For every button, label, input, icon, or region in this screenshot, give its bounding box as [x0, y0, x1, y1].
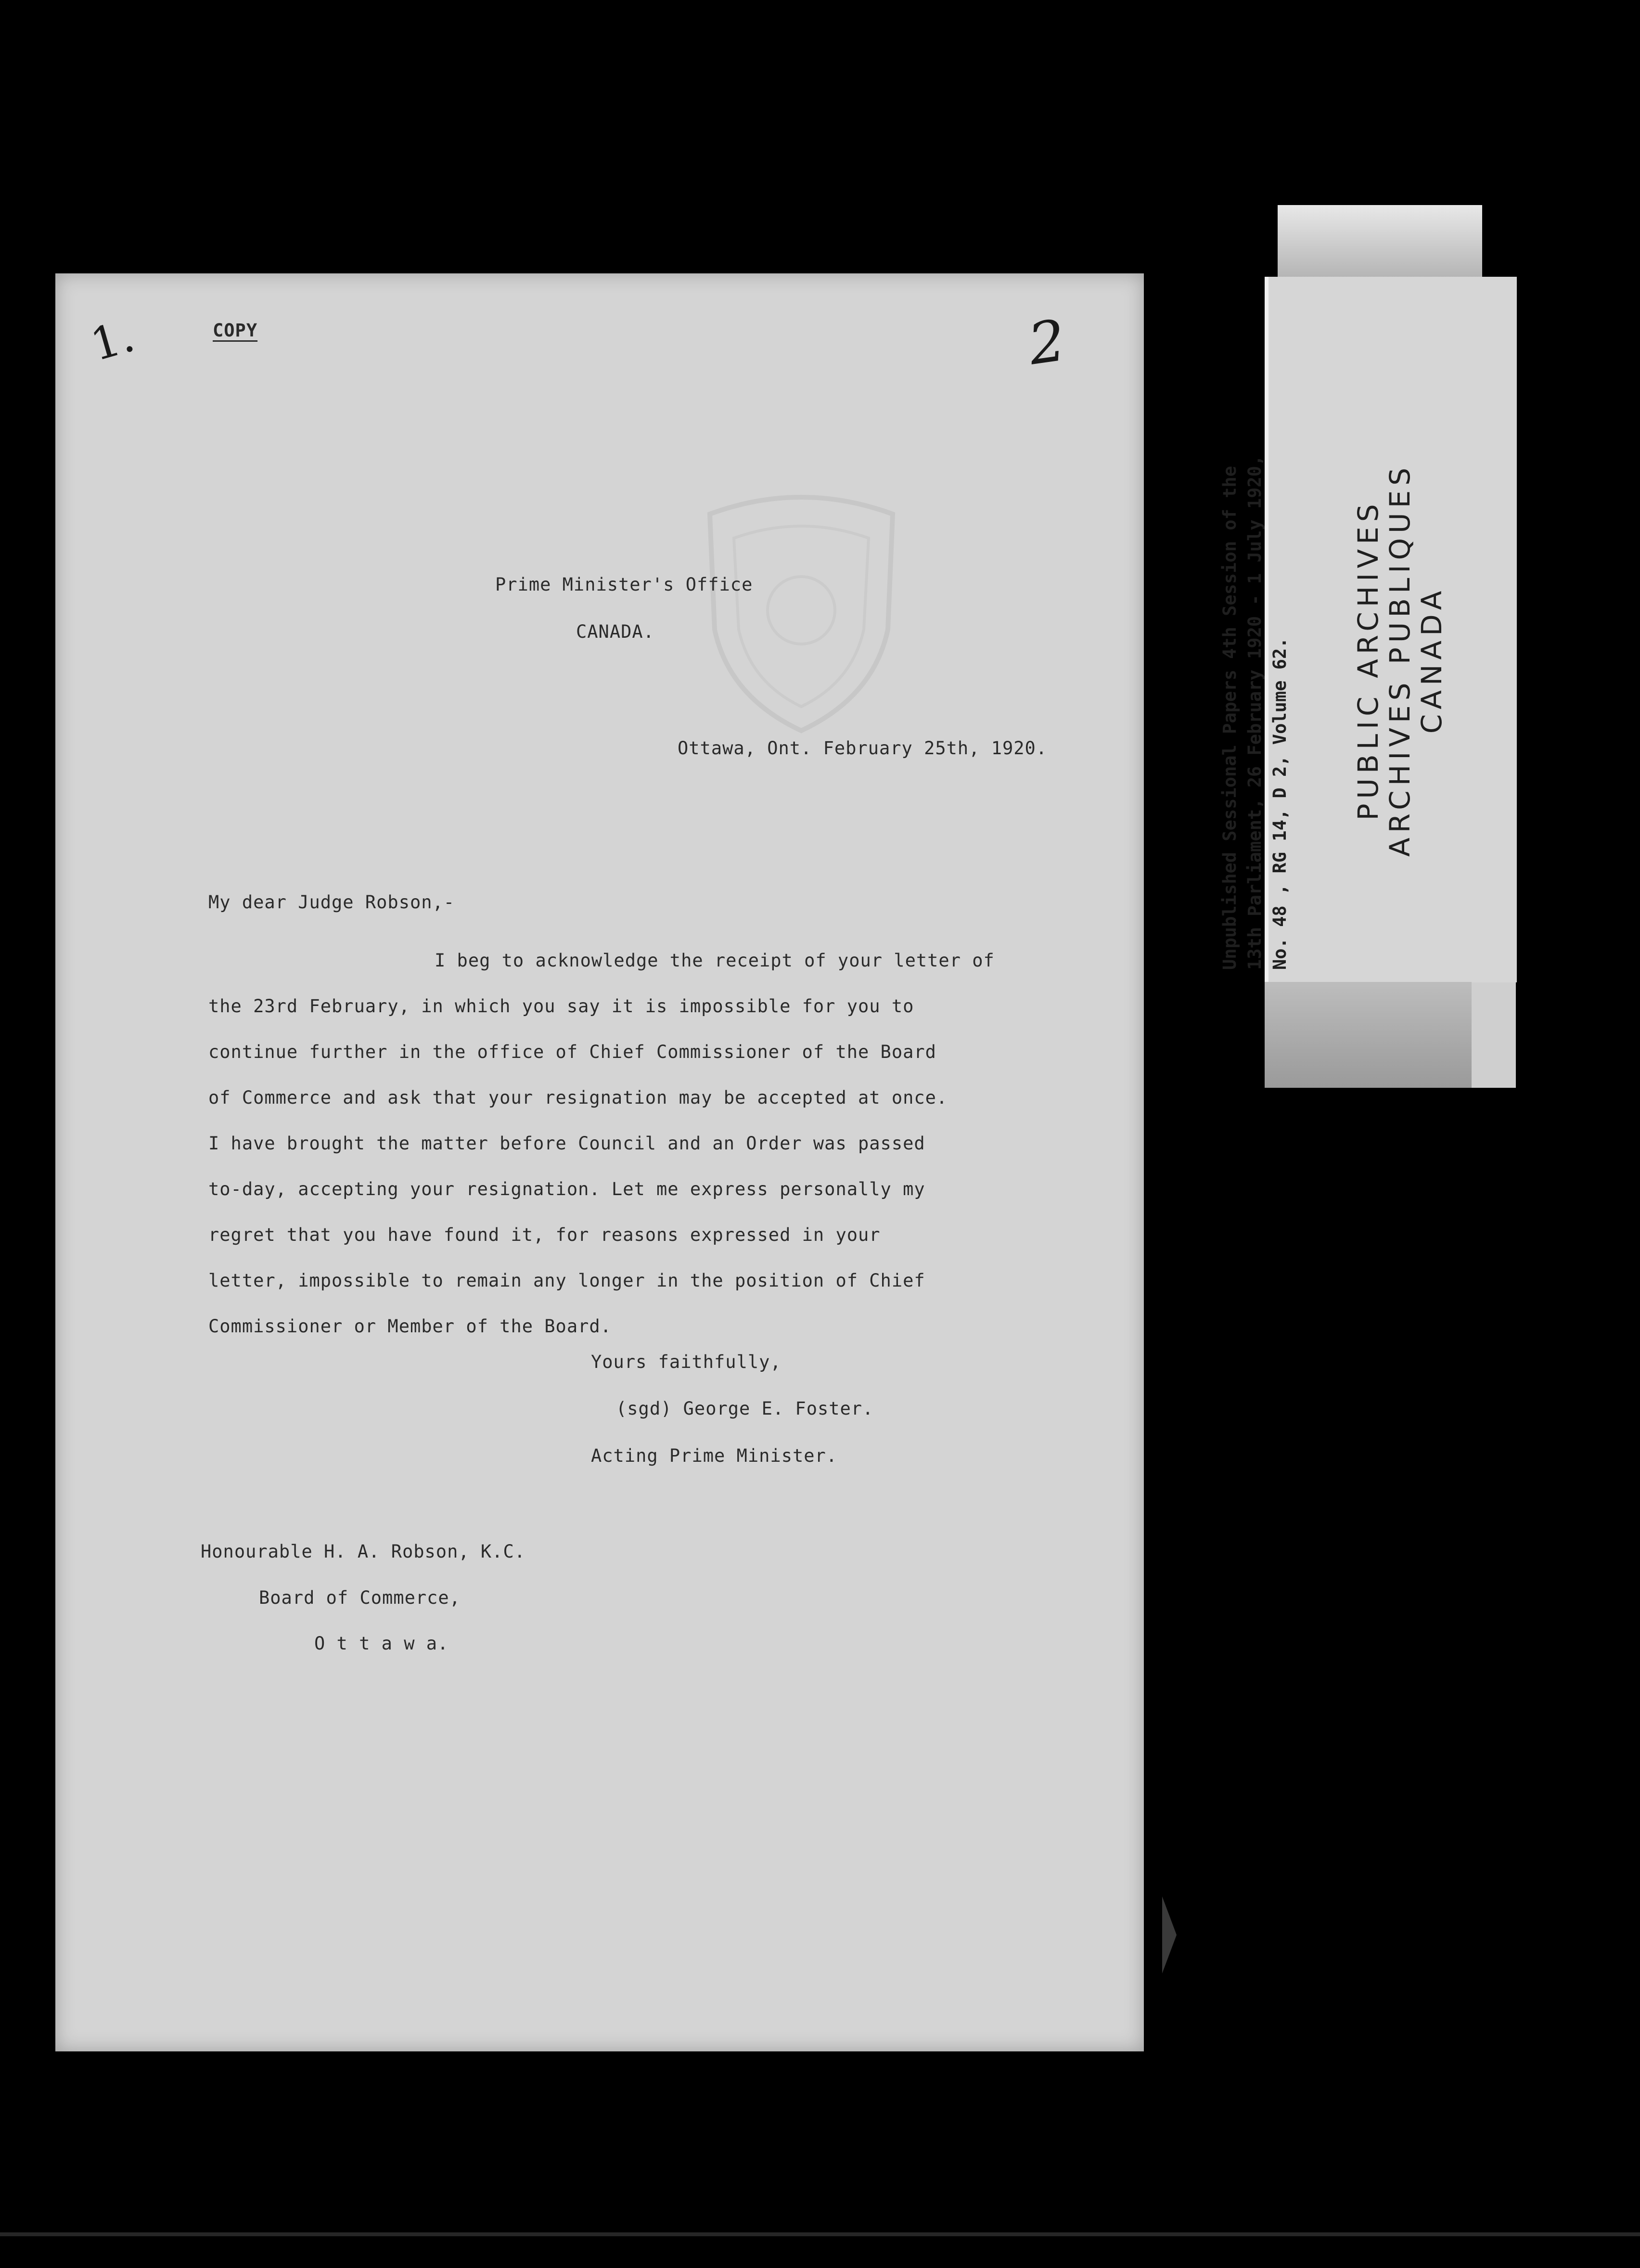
archives-line: CANADA: [1415, 586, 1448, 734]
sessional-line: 13th Parliament, 26 February 1920 - 1 July 1920,: [1244, 455, 1265, 970]
sessional-line: No. 48 , RG 14, D 2, Volume 62.: [1269, 637, 1290, 970]
crest-watermark-icon: [681, 485, 922, 735]
body-line: the 23rd February, in which you say it is impossible for you to: [208, 996, 914, 1017]
addressee-city: O t t a w a.: [314, 1633, 449, 1654]
body-line: I beg to acknowledge the receipt of your letter of: [435, 950, 995, 971]
body-line: regret that you have found it, for reasons expressed in your: [208, 1224, 881, 1245]
body-line: to-day, accepting your resignation. Let me express personally my: [208, 1179, 925, 1199]
copy-label: COPY: [213, 320, 258, 341]
salutation: My dear Judge Robson,-: [208, 892, 455, 913]
letter-page: [55, 273, 1144, 2051]
body-line: I have brought the matter before Council and an Order was passed: [208, 1133, 925, 1154]
body-line: continue further in the office of Chief Commissioner of the Board: [208, 1042, 936, 1062]
signature-title: Acting Prime Minister.: [591, 1445, 838, 1466]
letter-date: Ottawa, Ont. February 25th, 1920.: [678, 738, 1048, 759]
page-edge-mark: [1162, 1896, 1177, 1973]
country-header: CANADA.: [576, 621, 654, 642]
film-bottom-strip: [0, 2232, 1640, 2236]
archives-stamp: [1352, 463, 1448, 857]
signature: (sgd) George E. Foster.: [616, 1398, 874, 1419]
body-line: of Commerce and ask that your resignation may be accepted at once.: [208, 1087, 948, 1108]
body-line: letter, impossible to remain any longer in the position of Chief: [208, 1270, 925, 1291]
archive-clip-bottom: [1265, 982, 1472, 1088]
corner-mark: 1.: [85, 309, 140, 372]
sessional-papers-label: [1217, 455, 1293, 970]
addressee-office: Board of Commerce,: [259, 1587, 461, 1608]
letter-body: [208, 938, 1075, 1349]
closing: Yours faithfully,: [591, 1352, 782, 1372]
archives-line: PUBLIC ARCHIVES: [1352, 499, 1384, 821]
sessional-line: Unpublished Sessional Papers 4th Session of the: [1219, 466, 1240, 970]
archive-clip-top: [1278, 205, 1482, 277]
office-header: Prime Minister's Office: [495, 574, 753, 595]
archives-line: ARCHIVES PUBLIQUES: [1384, 463, 1416, 857]
addressee-name: Honourable H. A. Robson, K.C.: [201, 1541, 526, 1562]
body-line: Commissioner or Member of the Board.: [208, 1316, 612, 1337]
page-number: 2: [1024, 307, 1070, 378]
